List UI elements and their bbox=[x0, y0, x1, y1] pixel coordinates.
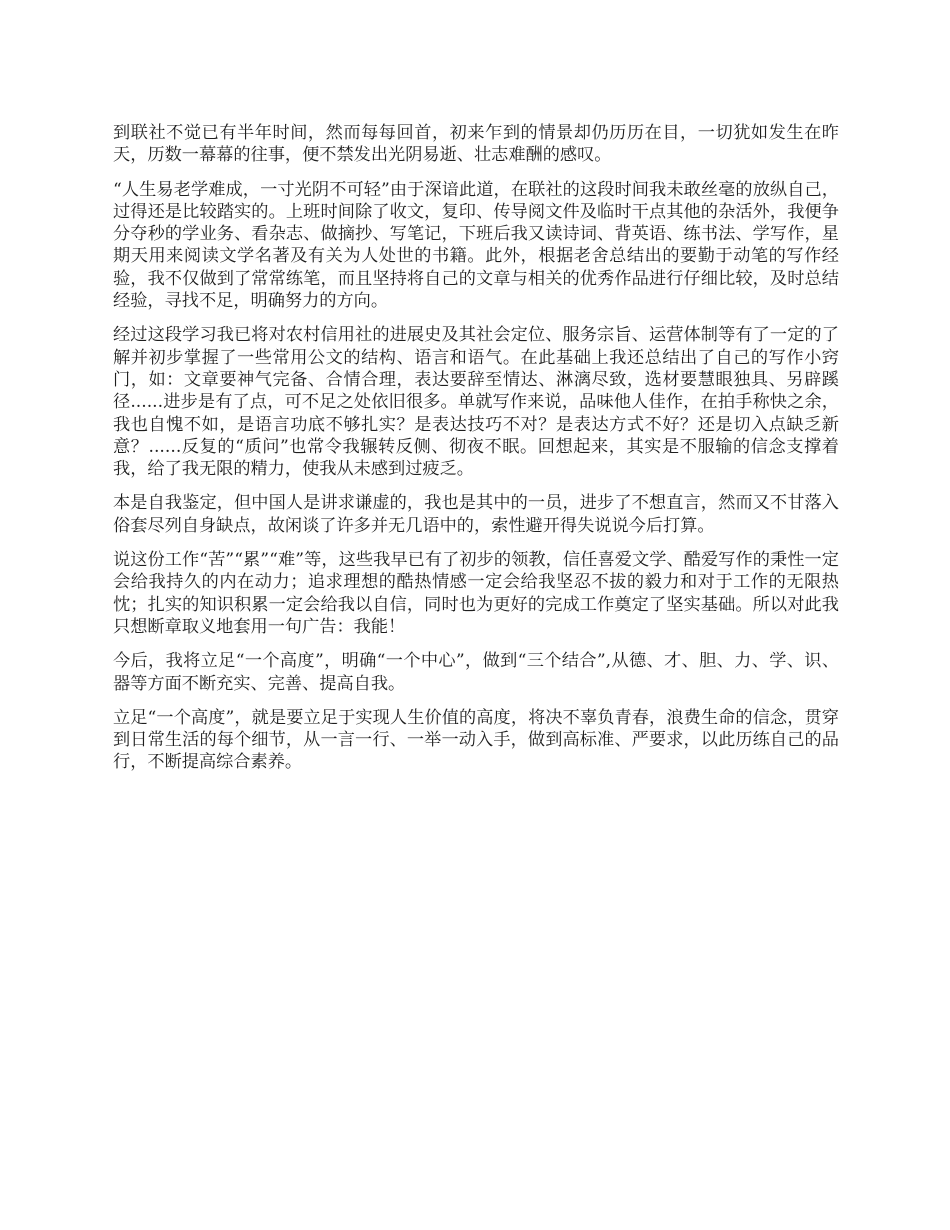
paragraph-3: 经过这段学习我已将对农村信用社的进展史及其社会定位、服务宗旨、运营体制等有了一定的了解并初步掌握了一些常用公文的结构、语言和语气。在此基础上我还总结出了自己的写作小窍门，如：文章要神气完备、合情合理，表达要辞至情达、淋漓尽致，选材要慧眼独具、另辟蹊径......进步是有了点，可不足之处依旧很多。单就写作来说，品味他人佳作，在拍手称快之余，我也自愧不如，是语言功底不够扎实？是表达技巧不对？是表达方式不好？还是切入点缺乏新意？......反复的“质问”也常令我辗转反侧、彻夜不眠。回想起来，其实是不服输的信念支撑着我，给了我无限的精力，使我从未感到过疲乏。 bbox=[113, 325, 839, 480]
paragraph-1: 到联社不觉已有半年时间，然而每每回首，初来乍到的情景却仍历历在目，一切犹如发生在昨天，历数一幕幕的往事，便不禁发出光阴易逝、壮志难酬的感叹。 bbox=[113, 123, 839, 166]
paragraph-5: 说这份工作“苦”“累”“难”等，这些我早已有了初步的领教，信任喜爱文学、酷爱写作的秉性一定会给我持久的内在动力；追求理想的酷热情感一定会给我坚忍不拔的毅力和对于工作的无限热忱；扎实的知识积累一定会给我以自信，同时也为更好的完成工作奠定了坚实基础。所以对此我只想断章取义地套用一句广告：我能！ bbox=[113, 550, 839, 637]
paragraph-7: 立足“一个高度”，就是要立足于实现人生价值的高度，将决不辜负青春，浪费生命的信念，贯穿到日常生活的每个细节，从一言一行、一举一动入手，做到高标准、严要求，以此历练自己的品行，不断提高综合素养。 bbox=[113, 707, 839, 773]
document-body bbox=[113, 122, 839, 786]
paragraph-4: 本是自我鉴定，但中国人是讲求谦虚的，我也是其中的一员，进步了不想直言，然而又不甘落入俗套尽列自身缺点，故闲谈了许多并无几语中的，索性避开得失说说今后打算。 bbox=[113, 493, 839, 536]
paragraph-6: 今后，我将立足“一个高度”，明确“一个中心”，做到“三个结合”,从德、才、胆、力、学、识、器等方面不断充实、完善、提高自我。 bbox=[113, 651, 840, 694]
paragraph-2: “人生易老学难成，一寸光阴不可轻”由于深谙此道，在联社的这段时间我未敢丝毫的放纵自己，过得还是比较踏实的。上班时间除了收文，复印、传导阅文件及临时干点其他的杂活外，我便争分夺秒的学业务、看杂志、做摘抄、写笔记，下班后我又读诗词、背英语、练书法、学写作，星期天用来阅读文学名著及有关为人处世的书籍。此外，根据老舍总结出的要勤于动笔的写作经验，我不仅做到了常常练笔，而且坚持将自己的文章与相关的优秀作品进行仔细比较，及时总结经验，寻找不足，明确努力的方向。 bbox=[113, 179, 839, 312]
